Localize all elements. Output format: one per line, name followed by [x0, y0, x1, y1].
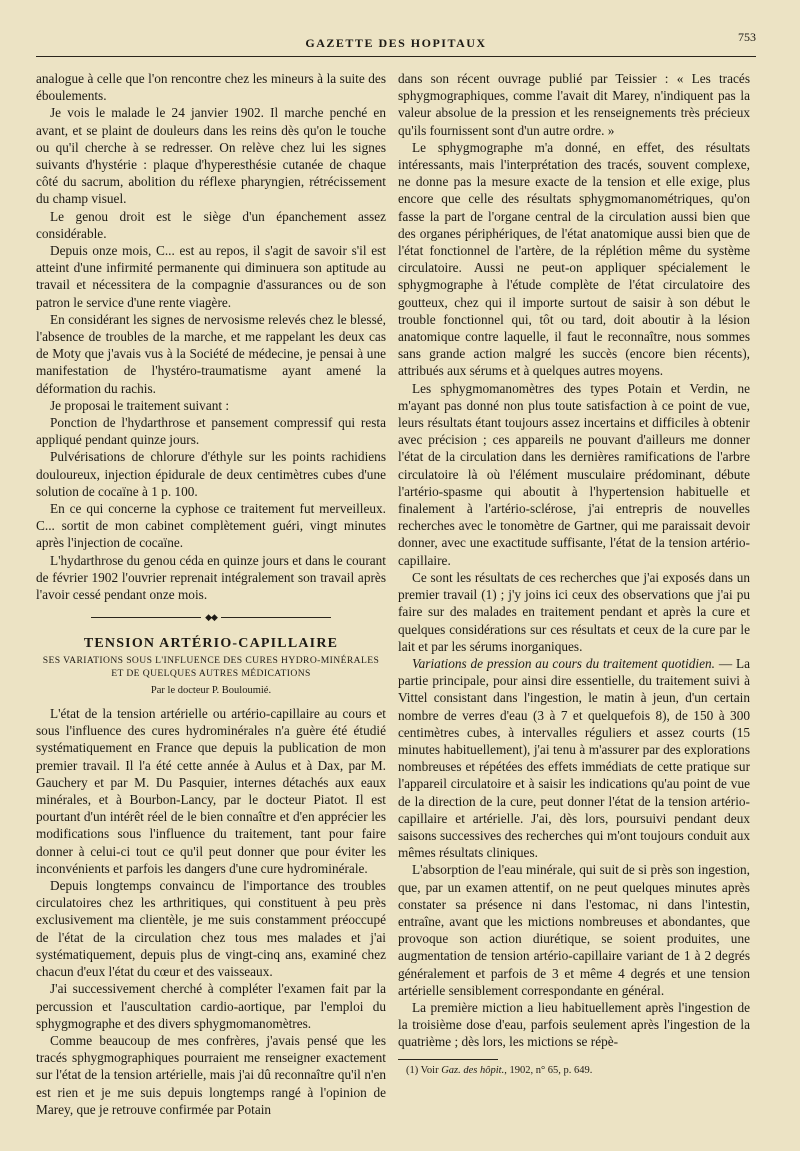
running-title: GAZETTE DES HOPITAUX: [305, 36, 487, 50]
paragraph: Je vois le malade le 24 janvier 1902. Il marche penché en avant, et se plaint de douleurs dans les reins dès qu'on le touche ou qu'il cherche à se redresser. On relève chez lui les signes suivants d'hystérie : plaque d'hyperesthésie cutanée de chaque côté du sacrum, abolition du réflexe pharyngien, rétrécissement du champ visuel.: [36, 105, 386, 207]
paragraph: J'ai successivement cherché à compléter l'examen fait par la percussion et l'auscultation cardio-aortique, par l'emploi du sphygmographe et des divers sphygmomanomètres.: [36, 981, 386, 1031]
section-divider: ◆◆: [36, 609, 386, 626]
article-subtitle-line-2: ET DE QUELQUES AUTRES MÉDICATIONS: [111, 667, 311, 679]
paragraph: Comme beaucoup de mes confrères, j'avais pensé que les tracés sphygmographiques pourraient me renseigner exactement sur l'état de la tension artérielle, mais j'ai dû reconnaître qu'il n'en est rien et je me suis depuis longtemps rangé à l'opinion de Marey, que je retrouve confirmée par Potain: [36, 1032, 386, 1117]
paragraph: analogue à celle que l'on rencontre chez les mineurs à la suite des éboulements.: [36, 71, 386, 104]
paragraph: L'absorption de l'eau minérale, qui suit de si près son ingestion, que, par un examen attentif, on ne peut quelques minutes après constater sa présence ni dans l'estomac, ni dans l'intestin, entraîne, avant que les mictions nombreuses et abondantes, que provoque son action diurétique, se soient produites, une augmentation de tension artério-capillaire variant de 1 à 2 degrés généralement et parfois de 3 et même 4 degrés et une tension artérielle sensiblement correspondante en général.: [398, 862, 750, 998]
right-column: [398, 70, 750, 1077]
page-number: 753: [738, 30, 756, 44]
left-column: [36, 70, 386, 1118]
footnote-rule: [398, 1059, 498, 1060]
paragraph: [398, 655, 750, 861]
article-title: TENSION ARTÉRIO-CAPILLAIRE: [83, 635, 339, 651]
footnote-reference: , 1902, n° 65, p. 649.: [504, 1064, 593, 1076]
paragraph: Depuis longtemps convaincu de l'importance des troubles circulatoires chez les arthritiques, qui constituent à peu près exclusivement ma clientèle, je me suis constamment préoccupé de l'état de la circulation chez tous mes malades et j'ai systématiquement, depuis plus de vingt-cinq ans, examiné chez chacun d'eux l'état du cœur et des vaisseaux.: [36, 878, 386, 980]
paragraph: En considérant les signes de nervosisme relevés chez le blessé, l'absence de troubles de la marche, et me rappelant les deux cas de Moty que j'avais vus à la Société de médecine, je pensai à une manifestation de l'hystéro-traumatisme ayant amené la déformation du rachis.: [36, 311, 386, 396]
footnote-source: Gaz. des hôpit.: [441, 1064, 505, 1076]
paragraph: L'état de la tension artérielle ou artério-capillaire au cours et sous l'influence des cures hydrominérales n'a guère été étudié systématiquement en France que depuis la publication de mon premier travail. Il l'a été cette année à Aulus et à Dax, par M. Gauchery et par M. Du Pasquier, internes détachés aux eaux minérales, et à Bourbon-Lancy, par le docteur Piatot. Il est pourtant d'un intérêt réel de le bien connaître et d'en apprécier les modifications sous l'influence du traitement, tant pour faire donner à celui-ci tout ce qu'il peut donner que pour éviter les inconvénients et parfois les dangers d'une cure hydrominérale.: [36, 706, 386, 876]
article-author: Par le docteur P. Bouloumié.: [150, 684, 272, 696]
article-subtitle-line-1: SES VARIATIONS SOUS L'INFLUENCE DES CURES HYDRO-MINÉRALES: [42, 654, 380, 666]
footnote-mark: (1) Voir: [406, 1064, 442, 1076]
page-header: [36, 30, 756, 57]
footnote: [398, 1064, 750, 1077]
paragraph: En ce qui concerne la cyphose ce traitement fut merveilleux. C... sortit de mon cabinet complètement guéri, vingt minutes après l'injection de cocaïne.: [36, 501, 386, 551]
paragraph: La première miction a lieu habituellement après l'ingestion de la troisième dose d'eau, parfois seulement après l'ingestion de la quatrième ; dès lors, les mictions se répè-: [398, 999, 750, 1050]
paragraph: Le genou droit est le siège d'un épanchement assez considérable.: [36, 208, 386, 241]
paragraph: Je proposai le traitement suivant :: [50, 397, 230, 413]
paragraph: Depuis onze mois, C... est au repos, il s'agit de savoir s'il est atteint d'une infirmité permanente qui diminuera son aptitude au travail et nécessitera de la compagnie d'assurances ou de son patron le service d'une rente viagère.: [36, 243, 386, 310]
paragraph: dans son récent ouvrage publié par Teissier : « Les tracés sphygmographiques, comme l'avait dit Marey, n'indiquent pas la valeur absolue de la pression et les renseignements très précieux qu'ils fournissent sont d'un autre ordre. »: [398, 71, 750, 138]
paragraph: Ponction de l'hydarthrose et pansement compressif qui resta appliqué pendant quinze jours.: [36, 415, 386, 448]
paragraph-text: — La partie principale, pour ainsi dire essentielle, du traitement suivi à Vittel consistant dans l'ingestion, le matin à jeun, d'un certain nombre de verres d'eau (3 à 7 et quelquefois 8), de 150 à 300 centimètres cubes, à intervalles réguliers et assez courts (15 minutes habituellement), j'ai tenu à m'assurer par des explorations nombreuses et répétées des effets immédiats de cette pratique sur l'appareil circulatoire et à saisir les indications qu'au point de vue de la direction de la cure, peut donner l'état de la tension artério-capillaire et artérielle. J'ai, dès lors, poursuivi pendant deux saisons successives des recherches qui m'ont toujours conduit aux mêmes résultats cliniques.: [398, 655, 750, 861]
paragraph: Le sphygmographe m'a donné, en effet, des résultats intéressants, mais l'interprétation des tracés, souvent complexe, ne donne pas la mesure exacte de la tension et elle exige, plus encore que celle des résultats sphygmomanométriques, qu'on fasse la part de l'organe central de la circulation aussi bien que des organes périphériques, de l'état anatomique aussi bien que de l'état fonctionnel de l'artère, de la réplétion même du système circulatoire. Aussi ne peut-on appliquer spécialement le sphygmographe à l'étude complète de l'état circulatoire des goutteux, chez qui il importe surtout de saisir à son début le trouble fonctionnel qui, tôt ou tard, doit aboutir à la lésion anatomique contre laquelle, il faut le reconnaître, nous sommes sans grande action malgré les succès (encore bien récents), attribués aux sérums et à quelques autres moyens.: [398, 139, 750, 379]
section-heading-italic: Variations de pression au cours du traitement quotidien.: [412, 655, 715, 671]
paragraph: Les sphygmomanomètres des types Potain et Verdin, ne m'ayant pas donné non plus toute satisfaction à ce point de vue, leurs résultats étant toujours assez incertains et difficiles à obtenir avec précision ; ces appareils ne pouvant d'ailleurs me donner l'état de la circulation dans les dernières ramifications de l'arbre circulatoire là où l'élément musculaire prédominant, débute l'artério-spasme qui aboutit à l'hypertension habituelle et finalement à l'artério-sclérose, j'ai entrepris de nouvelles recherches avec le tonomètre de Gartner, qui me paraissait devoir donner, avec une exactitude suffisante, l'état de la tension artério-capillaire.: [398, 380, 750, 568]
paragraph: L'hydarthrose du genou céda en quinze jours et dans le courant de février 1902 l'ouvrier reprenait intégralement son travail après l'avoir cessé pendant onze mois.: [36, 552, 386, 603]
paragraph: Pulvérisations de chlorure d'éthyle sur les points rachidiens douloureux, injection épidurale de deux centimètres cubes d'une solution de cocaïne à 1 p. 100.: [36, 449, 386, 499]
paragraph: Ce sont les résultats de ces recherches que j'ai exposés dans un premier travail (1) ; j'y joins ici ceux des observations que j'ai pu faire sur des malades en traitement pendant et après la cure et quelques considérations sur ces résultats et ceux de la cure par le lait et par les sérums inorganiques.: [398, 569, 750, 654]
